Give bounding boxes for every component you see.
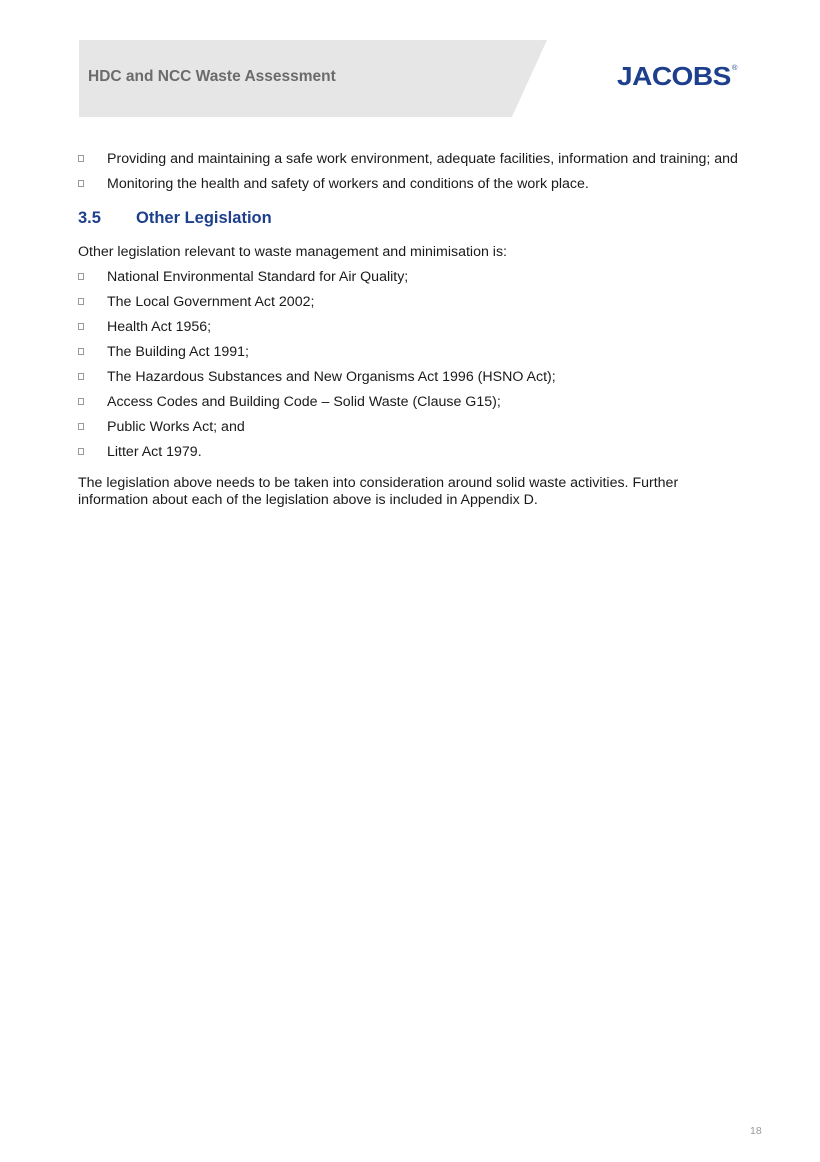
list-item-text: Health Act 1956; bbox=[107, 319, 212, 335]
registered-mark: ® bbox=[731, 65, 737, 72]
intro-paragraph: Other legislation relevant to waste management and minimisation is: bbox=[78, 244, 507, 260]
bullet-box-icon bbox=[78, 298, 84, 305]
list-item bbox=[78, 342, 748, 367]
list-item-text: Providing and maintaining a safe work environment, adequate facilities, information and training; and bbox=[107, 151, 738, 167]
list-item bbox=[78, 267, 748, 292]
list-item bbox=[78, 442, 748, 467]
logo-text: JACOBS bbox=[617, 61, 731, 91]
list-item-text: The Building Act 1991; bbox=[107, 344, 249, 360]
list-item-text: Monitoring the health and safety of workers and conditions of the work place. bbox=[107, 176, 589, 192]
list-item bbox=[78, 417, 748, 442]
list-item-text: The Hazardous Substances and New Organisms Act 1996 (HSNO Act); bbox=[107, 369, 556, 385]
bullet-box-icon bbox=[78, 348, 84, 355]
closing-paragraph: The legislation above needs to be taken into consideration around solid waste activities. Further information about each of the legislation above is included in Appendix D. bbox=[78, 475, 679, 508]
list-item-text: Access Codes and Building Code – Solid Waste (Clause G15); bbox=[107, 394, 501, 410]
section-heading bbox=[78, 198, 748, 242]
bullet-box-icon bbox=[78, 323, 84, 330]
bullet-box-icon bbox=[78, 398, 84, 405]
list-item bbox=[78, 292, 748, 317]
section-number: 3.5 bbox=[78, 209, 101, 227]
list-item bbox=[78, 174, 748, 199]
page-number: 18 bbox=[750, 1125, 762, 1137]
bullet-box-icon bbox=[78, 273, 84, 280]
bullet-box-icon bbox=[78, 155, 84, 162]
list-item bbox=[78, 149, 748, 174]
list-item bbox=[78, 367, 748, 392]
bullet-box-icon bbox=[78, 423, 84, 430]
list-item-text: Public Works Act; and bbox=[107, 419, 245, 435]
section-title: Other Legislation bbox=[136, 209, 272, 227]
page-content bbox=[78, 149, 748, 523]
bullet-box-icon bbox=[78, 448, 84, 455]
jacobs-logo bbox=[617, 63, 737, 89]
bullet-box-icon bbox=[78, 180, 84, 187]
list-item bbox=[78, 392, 748, 417]
document-header-title: HDC and NCC Waste Assessment bbox=[88, 68, 336, 85]
list-item-text: The Local Government Act 2002; bbox=[107, 294, 315, 310]
list-item-text: Litter Act 1979. bbox=[107, 444, 202, 460]
list-item-text: National Environmental Standard for Air Quality; bbox=[107, 269, 409, 285]
list-item bbox=[78, 317, 748, 342]
bullet-box-icon bbox=[78, 373, 84, 380]
